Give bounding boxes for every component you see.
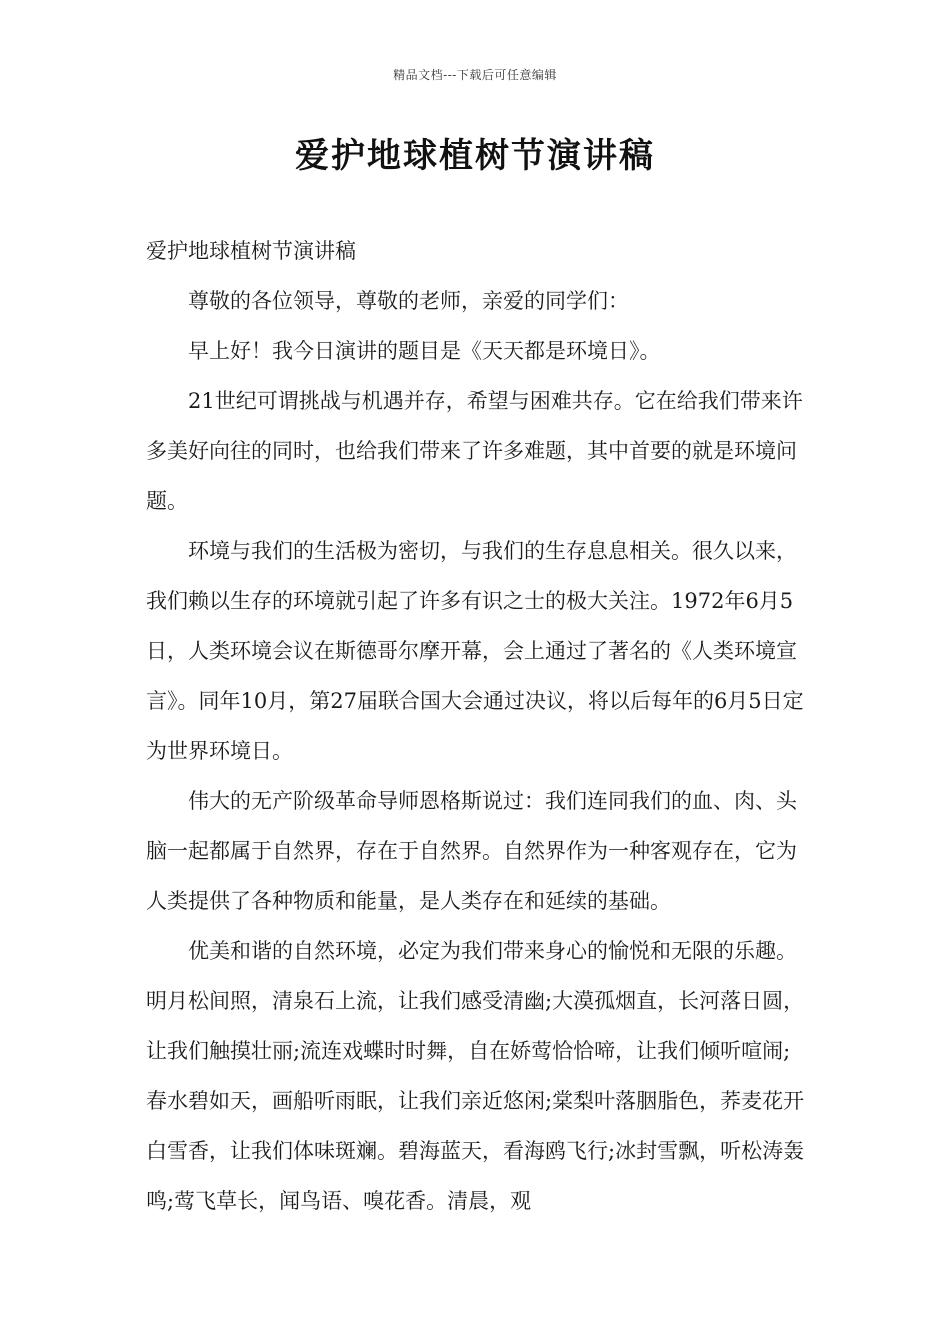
paragraph-intro: 早上好！我今日演讲的题目是《天天都是环境日》。 <box>188 339 661 363</box>
document-subtitle: 爱护地球植树节演讲稿 <box>146 239 356 263</box>
document-title: 爱护地球植树节演讲稿 <box>295 136 655 176</box>
paragraph-environment-day: 环境与我们的生活极为密切，与我们的生存息息相关。很久以来，我们赖以生存的环境就引起了许多有识之士的极大关注。1972年6月5日，人类环境会议在斯德哥尔摩开幕，会上通过了著名的《人类环境宣言》。同年10月，第27届联合国大会通过决议，将以后每年的6月5日定为世界环境日。 <box>146 539 804 763</box>
paragraph-engels: 伟大的无产阶级革命导师恩格斯说过：我们连同我们的血、肉、头脑一起都属于自然界，存在于自然界。自然界作为一种客观存在，它为人类提供了各种物质和能量，是人类存在和延续的基础。 <box>146 789 797 913</box>
document-body <box>146 226 810 1226</box>
header-note: 精品文档---下载后可任意编辑 <box>393 68 557 82</box>
paragraph-greeting: 尊敬的各位领导，尊敬的老师，亲爱的同学们： <box>188 289 629 313</box>
paragraph-century: 21世纪可谓挑战与机遇并存，希望与困难共存。它在给我们带来许多美好向往的同时，也给我们带来了许多难题，其中首要的就是环境问题。 <box>146 389 803 513</box>
paragraph-nature-beauty: 优美和谐的自然环境，必定为我们带来身心的愉悦和无限的乐趣。明月松间照，清泉石上流，让我们感受清幽;大漠孤烟直，长河落日圆，让我们触摸壮丽;流连戏蝶时时舞，自在娇莺恰恰啼，让我们倾听喧闹;春水碧如天，画船听雨眠，让我们亲近悠闲;棠梨叶落胭脂色，荞麦花开白雪香，让我们体味斑斓。碧海蓝天，看海鸥飞行;冰封雪飘，听松涛轰鸣;莺飞草长，闻鸟语、嗅花香。清晨，观 <box>146 939 805 1213</box>
